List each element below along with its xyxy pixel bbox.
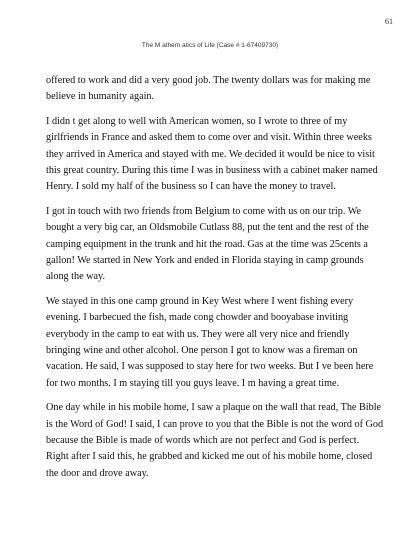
page-number: 61: [385, 17, 393, 26]
body-text: [46, 73, 384, 490]
paragraph: We stayed in this one camp ground in Key West where I went fishing every evening. I barbecued the fish, made cong chowder and booyabase inviting everybody in the camp to eat with us. They were all very nice and friendly bringing wine and other alcohol. One person I got to know was a fireman on vacation. He said, I was supposed to stay here for two weeks. But I ve been here for two months. I m staying till you guys leave. I m having a great time.: [46, 296, 374, 389]
paragraph: One day while in his mobile home, I saw a plaque on the wall that read, The Bible is the Word of God! I said, I can prove to you that the Bible is not the word of God because the Bible is made of words which are not perfect and God is perfect. Right after I said this, he grabbed and kicked me out of his mobile home, closed the door and drove away.: [46, 402, 384, 479]
running-header: The M athem atics of Life (Case # 1-67409730): [141, 42, 279, 49]
paragraph: I got in touch with two friends from Belgium to come with us on our trip. We bought a very big car, an Oldsmobile Cutlass 88, put the tent and the rest of the camping equipment in the trunk and hit the road. Gas at the time was 25cents a gallon! We started in New York and ended in Florida staying in camp grounds along the way.: [46, 206, 369, 283]
paragraph: offered to work and did a very good job. The twenty dollars was for making me believe in humanity again.: [46, 75, 371, 103]
paragraph: I didn t get along to well with American women, so I wrote to three of my girlfriends in France and asked them to come over and visit. Within three weeks they arrived in America and stayed with me. We decided it would be nice to visit this great country. During this time I was in business with a cabinet maker named Henry. I sold my half of the business so I can have the money to travel.: [46, 116, 378, 193]
